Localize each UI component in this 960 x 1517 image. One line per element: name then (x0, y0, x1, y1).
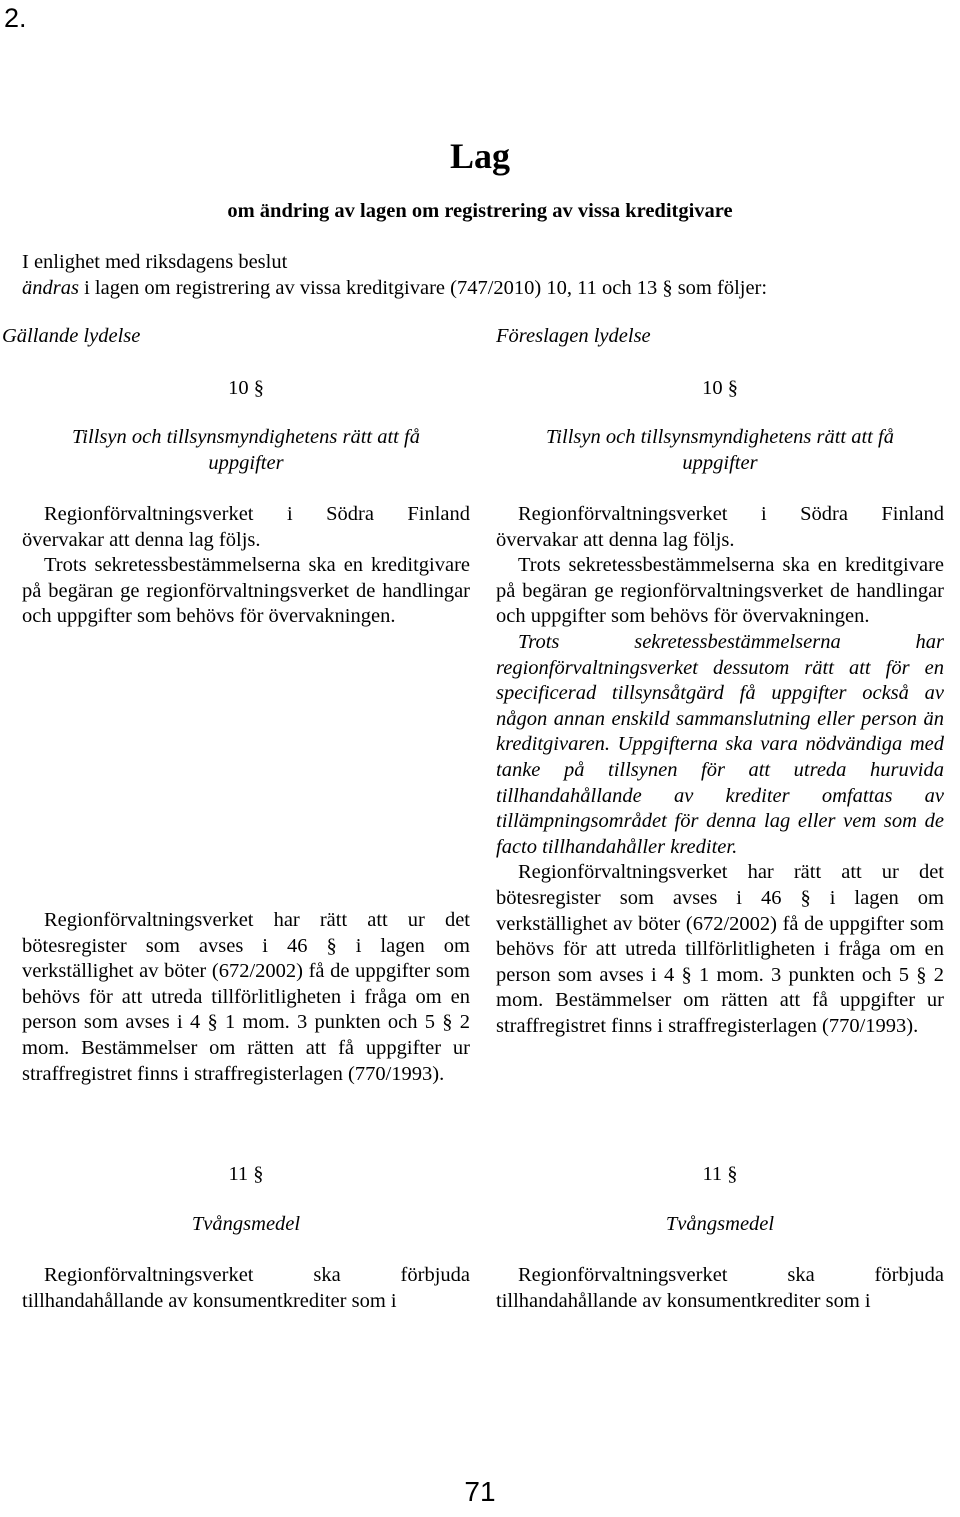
page-marker: 2. (4, 3, 27, 33)
left-section-11-number: 11 § (228, 1163, 264, 1185)
right-section-10-body (496, 502, 944, 1039)
left-section-11-title: Tvångsmedel (191, 1213, 301, 1235)
left-paragraph-2: Trots sekretessbestämmelserna ska en kreditgivare på begäran ge regionförvaltningsverket de handlingar och uppgifter som behövs för övervakningen. (22, 554, 470, 628)
right-section-11-title: Tvångsmedel (665, 1213, 775, 1235)
right-section-11-number: 11 § (702, 1163, 738, 1185)
preamble-line-1: I enlighet med riksdagens beslut (22, 251, 288, 273)
left-section-10-title: Tillsyn och tillsynsmyndighetens rätt att få uppgifter (72, 426, 420, 474)
right-paragraph-2: Trots sekretessbestämmelserna ska en kreditgivare på begäran ge regionförvaltningsverket de handlingar och uppgifter som behövs för övervakningen. (496, 554, 944, 628)
left-section-10-body (22, 502, 470, 630)
left-section-10-body-continued (22, 908, 470, 1087)
law-title: Lag (449, 136, 510, 176)
preamble-rest: i lagen om registrering av vissa kreditgivare (747/2010) 10, 11 och 13 § som följer: (78, 276, 768, 299)
right-section-10-number: 10 § (702, 377, 738, 399)
current-wording-heading: Gällande lydelse (2, 325, 141, 347)
left-section-11-paragraph: Regionförvaltningsverket ska förbjuda tillhandahållande av konsumentkrediter som i (22, 1264, 470, 1312)
page-number: 71 (464, 1476, 496, 1507)
right-paragraph-3-new: Trots sekretessbestämmelserna har regionförvaltningsverket dessutom rätt att för en specificerad tillsynsåtgärd få uppgifter också av någon annan enskild sammanslutning eller person än kreditgivaren. Uppgifterna ska vara nödvändiga med tanke på tillsynen för att utreda huruvida tillhandahållande av krediter omfattas av tillämpningsområdet för denna lag eller vem som de facto tillhandahåller krediter. (496, 630, 944, 858)
law-subtitle: om ändring av lagen om registrering av vissa kreditgivare (227, 200, 733, 222)
left-section-11-body (22, 1263, 470, 1314)
right-section-10-title: Tillsyn och tillsynsmyndighetens rätt att få uppgifter (546, 426, 894, 474)
right-paragraph-4: Regionförvaltningsverket har rätt att ur det bötesregister som avses i 46 § i lagen om verkställighet av böter (672/2002) få de uppgifter som behövs för att utreda tillförlitligheten i fråga om en person som avses i 4 § 1 mom. 3 punkten och 5 § 2 mom. Bestämmelser om rätten att få uppgifter ur straffregistret finns i straffregisterlagen (770/1993). (496, 861, 944, 1037)
left-paragraph-1: Regionförvaltningsverket i Södra Finland övervakar att denna lag följs. (22, 503, 470, 551)
preamble (22, 250, 952, 301)
right-paragraph-1: Regionförvaltningsverket i Södra Finland övervakar att denna lag följs. (496, 503, 944, 551)
proposed-wording-heading: Föreslagen lydelse (496, 325, 651, 347)
right-section-11-body (496, 1263, 944, 1314)
left-section-10-number: 10 § (228, 377, 264, 399)
preamble-italic-word: ändras (22, 276, 79, 299)
right-section-11-paragraph: Regionförvaltningsverket ska förbjuda tillhandahållande av konsumentkrediter som i (496, 1264, 944, 1312)
preamble-line-2 (22, 276, 952, 302)
left-paragraph-3: Regionförvaltningsverket har rätt att ur det bötesregister som avses i 46 § i lagen om verkställighet av böter (672/2002) få de uppgifter som behövs för att utreda tillförlitligheten i fråga om en person som avses i 4 § 1 mom. 3 punkten och 5 § 2 mom. Bestämmelser om rätten att få uppgifter ur straffregistret finns i straffregisterlagen (770/1993). (22, 909, 470, 1085)
